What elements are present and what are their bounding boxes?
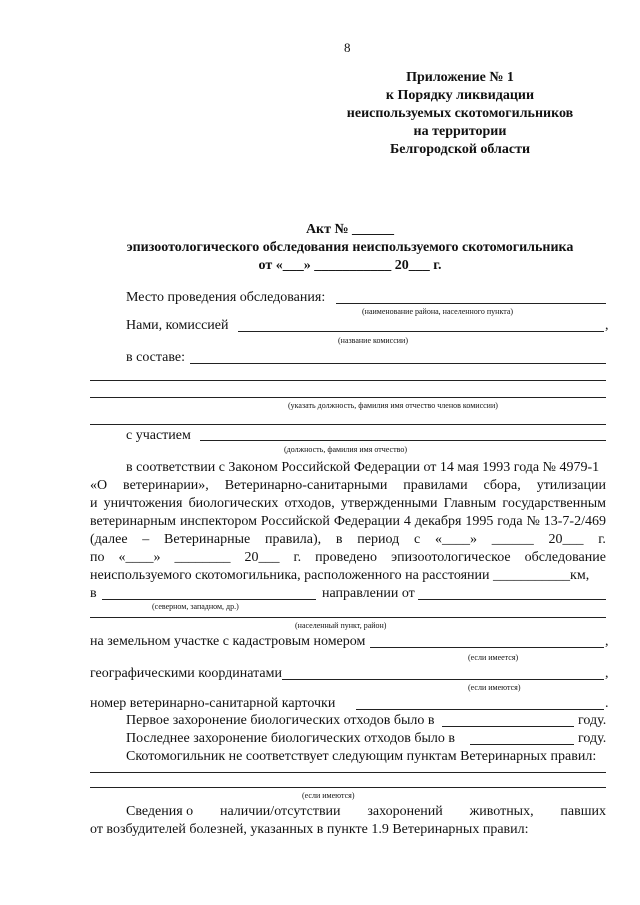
body-line-4: ветеринарным инспектором Российской Федерации 4 декабря 1995 года № 13-7-2/469 xyxy=(90,514,606,529)
act-date: от «___» ___________ 20___ г. xyxy=(258,258,442,273)
members-hint: (указать должность, фамилия имя отчество членов комиссии) xyxy=(288,401,498,410)
participation-hint: (должность, фамилия имя отчество) xyxy=(284,445,407,454)
first-burial-line[interactable] xyxy=(442,726,574,727)
participation-line[interactable] xyxy=(200,440,606,441)
direction-from-label: направлении от xyxy=(322,586,415,601)
coords-line[interactable] xyxy=(282,679,604,680)
composition-line-3[interactable] xyxy=(90,397,606,398)
composition-line-4[interactable] xyxy=(90,424,606,425)
header-line: Приложение № 1 xyxy=(406,70,514,85)
coords-label: географическими координатами xyxy=(90,666,282,681)
comma: , xyxy=(605,318,609,333)
act-title: Акт № ______ xyxy=(305,222,395,237)
body-line-1: в соответствии с Законом Российской Федерации от 14 мая 1993 года № 4979-1 xyxy=(126,460,600,475)
body-line-7: неиспользуемого скотомогильника, расположенного на расстоянии ___________км, xyxy=(90,568,590,583)
composition-line-1[interactable] xyxy=(190,363,606,364)
composition-label: в составе: xyxy=(126,350,186,365)
non-compliance-hint: (если имеются) xyxy=(302,791,355,800)
body-line-2: «О ветеринарии», Ветеринарно-санитарными правилами сбора, утилизации xyxy=(90,478,606,493)
info-line-2: от возбудителей болезней, указанных в пункте 1.9 Ветеринарных правил: xyxy=(90,822,529,837)
first-burial-suffix: году. xyxy=(578,713,607,728)
header-line: Белгородской области xyxy=(389,142,531,157)
from-line[interactable] xyxy=(418,599,606,600)
last-burial-line[interactable] xyxy=(470,744,574,745)
body-line-6: по «____» ________ 20___ г. проведено эпизоотологическое обследование xyxy=(90,550,606,565)
settlement-line[interactable] xyxy=(90,617,606,618)
direction-line[interactable] xyxy=(102,599,316,600)
period: . xyxy=(605,696,609,711)
comma: , xyxy=(605,666,609,681)
commission-label: Нами, комиссией xyxy=(126,318,229,333)
last-burial-label: Последнее захоронение биологических отходов было в xyxy=(126,731,455,746)
page-number: 8 xyxy=(344,40,351,55)
non-compliance-text: Скотомогильник не соответствует следующим пунктам Ветеринарных правил: xyxy=(126,749,597,764)
place-hint: (наименование района, населенного пункта) xyxy=(362,307,514,316)
cadastral-label: на земельном участке с кадастровым номером xyxy=(90,634,366,649)
composition-line-2[interactable] xyxy=(90,380,606,381)
place-label: Место проведения обследования: xyxy=(126,290,326,305)
non-compliance-line-2[interactable] xyxy=(90,787,606,788)
direction-prefix: в xyxy=(90,586,97,601)
act-subtitle: эпизоотологического обследования неиспользуемого скотомогильника xyxy=(126,240,574,255)
cadastral-line[interactable] xyxy=(370,647,604,648)
place-line[interactable] xyxy=(336,303,606,304)
card-line[interactable] xyxy=(356,709,604,710)
first-burial-label: Первое захоронение биологических отходов было в xyxy=(126,713,435,728)
info-line-1: Сведения о наличии/отсутствии захоронений животных, павших xyxy=(126,804,606,819)
body-line-5: (далее – Ветеринарные правила), в период с «____» ______ 20___ г. xyxy=(90,532,606,547)
comma: , xyxy=(605,634,609,649)
cadastral-hint: (если имеется) xyxy=(468,653,519,662)
header-line: на территории xyxy=(413,124,507,139)
commission-line[interactable] xyxy=(238,331,604,332)
participation-label: с участием xyxy=(126,428,191,443)
last-burial-suffix: году. xyxy=(578,731,607,746)
settlement-hint: (населенный пункт, район) xyxy=(295,621,387,630)
header-line: неиспользуемых скотомогильников xyxy=(346,106,574,121)
header-line: к Порядку ликвидации xyxy=(385,88,535,103)
commission-hint: (название комиссии) xyxy=(338,336,408,345)
card-label: номер ветеринарно-санитарной карточки xyxy=(90,696,336,711)
direction-hint: (северном, западном, др.) xyxy=(152,602,239,611)
coords-hint: (если имеются) xyxy=(468,683,521,692)
body-line-3: и уничтожения биологических отходов, утвержденными Главным государственным xyxy=(90,496,606,511)
non-compliance-line-1[interactable] xyxy=(90,772,606,773)
